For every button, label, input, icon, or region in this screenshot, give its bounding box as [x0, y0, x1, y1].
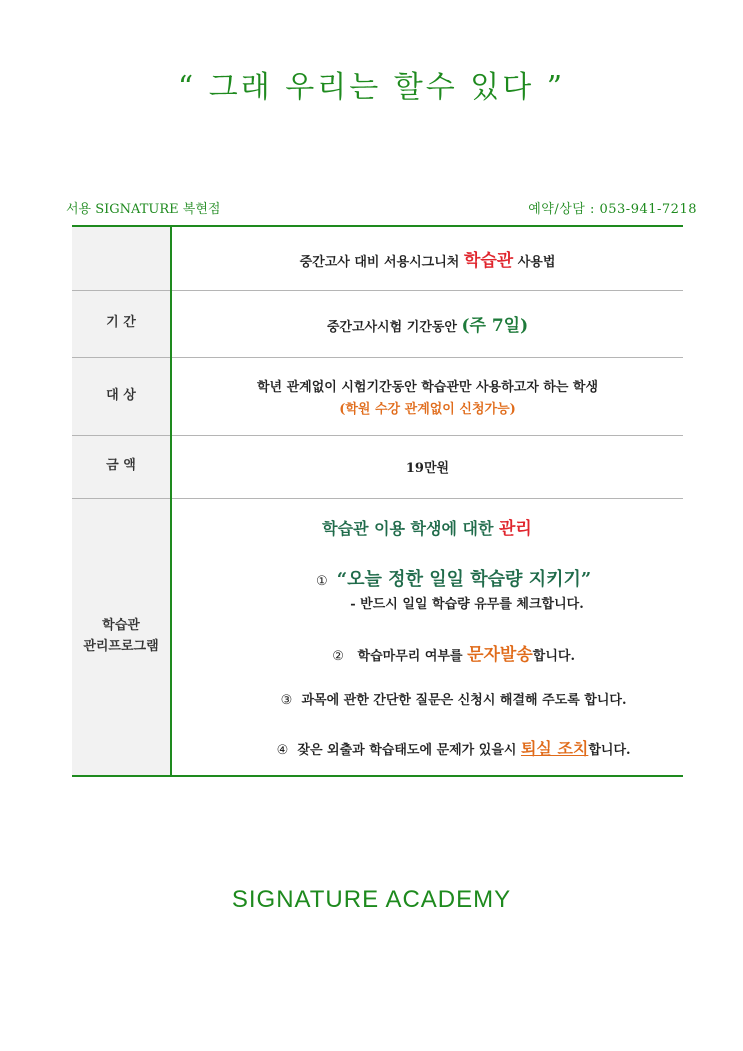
management-item-3: ③ 과목에 관한 간단한 질문은 신청시 해결해 주도록 합니다. — [280, 693, 627, 709]
table-title: 중간고사 대비 서용시그니처 학습관 사용법 — [171, 226, 683, 290]
table-row-target — [72, 357, 683, 435]
table-row-management — [72, 498, 683, 776]
table-row-title — [72, 226, 683, 290]
period-label: 기 간 — [72, 290, 171, 357]
branch-name: 서용 SIGNATURE 복현점 — [66, 202, 221, 217]
management-item-4: ④ 잦은 외출과 학습태도에 문제가 있을시 퇴실 조치합니다. — [276, 739, 631, 759]
fee-value: 19만원 — [171, 435, 683, 498]
target-value: 학년 관계없이 시험기간동안 학습관만 사용하고자 하는 학생 (학원 수강 관계없이 신청가능) — [171, 357, 683, 435]
period-value: 중간고사시험 기간동안 (주 7일) — [171, 290, 683, 357]
management-item-1: ① “오늘 정한 일일 학습량 지키기” — [315, 569, 592, 591]
table-row-fee — [72, 435, 683, 498]
target-label: 대 상 — [72, 357, 171, 435]
management-item-1-sub: - 반드시 일일 학습량 유무를 체크합니다. — [350, 597, 584, 613]
title-label-cell — [72, 226, 171, 290]
info-table — [72, 225, 683, 777]
title-highlight: 학습관 — [463, 250, 514, 271]
target-note: (학원 수강 관계없이 신청가능) — [339, 401, 516, 417]
management-item-2: ② 학습마무리 여부를 문자발송합니다. — [332, 645, 575, 666]
slogan-heading: “ 그래 우리는 할수 있다 ” — [177, 70, 566, 105]
table-row-period — [72, 290, 683, 357]
contact-info: 예약/상담 : 053-941-7218 — [528, 202, 697, 217]
management-label: 학습관 관리프로그램 — [72, 498, 171, 776]
footer-brand: SIGNATURE ACADEMY — [231, 886, 512, 913]
fee-label: 금 액 — [72, 435, 171, 498]
management-title: 학습관 이용 학생에 대한 관리 — [322, 519, 532, 540]
management-content — [171, 498, 683, 776]
period-highlight: (주 7일) — [461, 316, 529, 336]
